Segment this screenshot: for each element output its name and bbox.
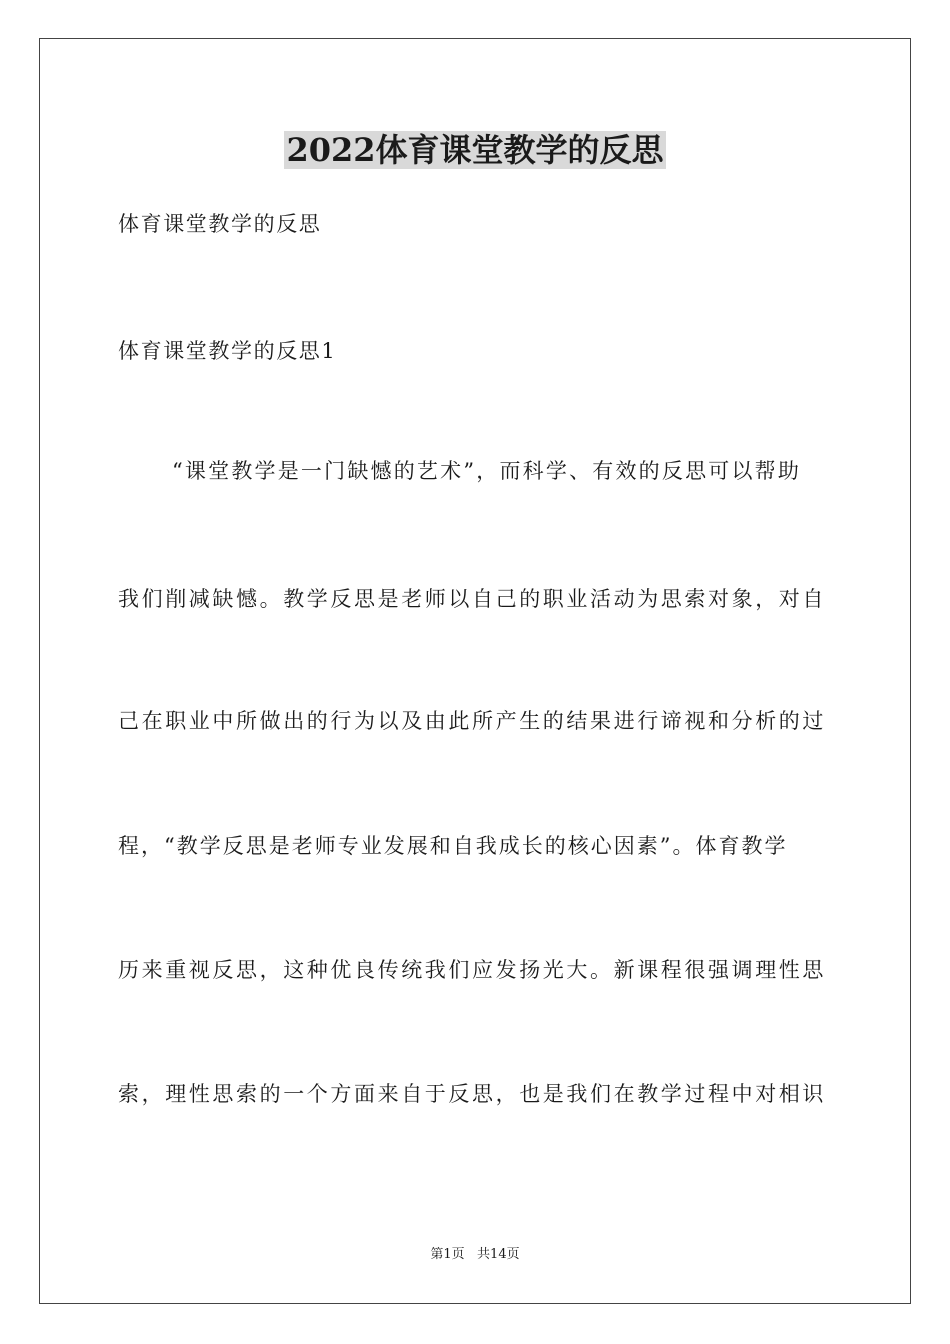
paragraph-line: 历来重视反思，这种优良传统我们应发扬光大。新课程很强调理性思 [118,958,826,982]
document-title [0,128,950,172]
paragraph-line: 我们削减缺憾。教学反思是老师以自己的职业活动为思索对象，对自 [118,587,826,611]
section-heading: 体育课堂教学的反思1 [118,339,337,363]
paragraph-line: “课堂教学是一门缺憾的艺术”，而科学、有效的反思可以帮助 [172,459,802,483]
paragraph-line: 索，理性思索的一个方面来自于反思，也是我们在教学过程中对相识 [118,1082,826,1106]
paragraph-line: 程，“教学反思是老师专业发展和自我成长的核心因素”。体育教学 [118,834,788,858]
document-title-text: 2022体育课堂教学的反思 [286,131,664,169]
document-subtitle: 体育课堂教学的反思 [118,212,322,236]
paragraph-line: 己在职业中所做出的行为以及由此所产生的结果进行谛视和分析的过 [118,709,826,733]
page-footer: 第1页 共14页 [430,1247,520,1262]
